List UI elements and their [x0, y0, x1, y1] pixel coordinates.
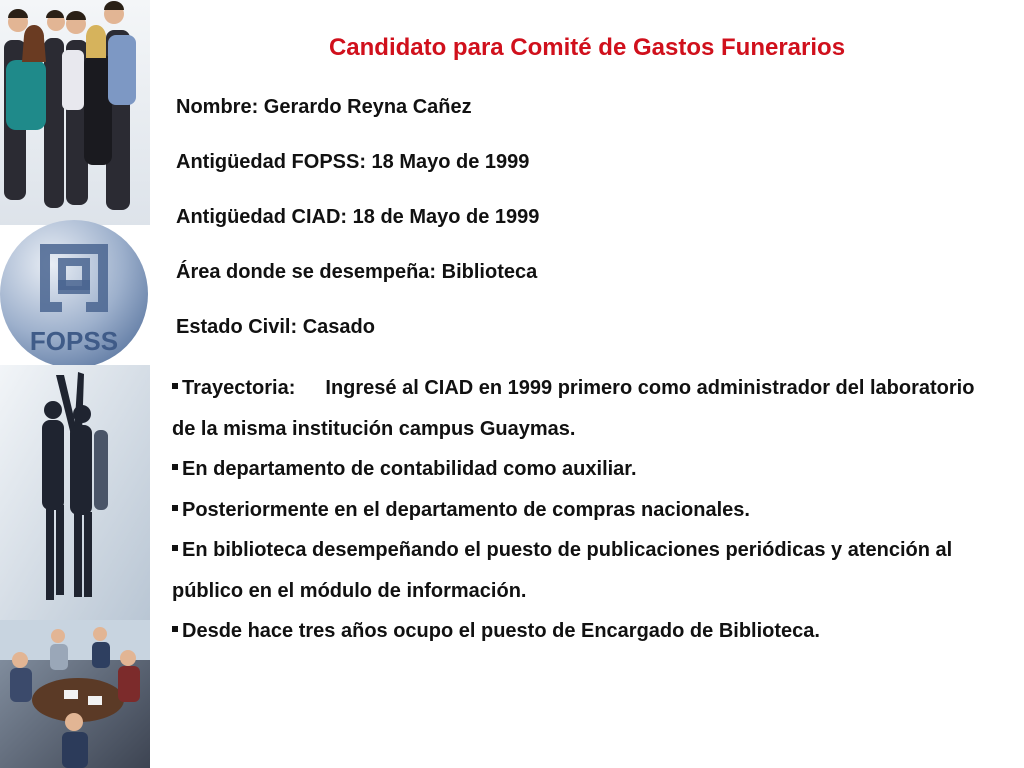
trajectory-list — [172, 368, 992, 652]
bullet-icon — [172, 626, 178, 632]
trajectory-text: Ingresé al CIAD en 1999 primero como administrador del laboratorio de la misma institución campus Guaymas. — [172, 377, 975, 440]
list-item — [172, 449, 992, 490]
teamwork-photo — [0, 365, 150, 620]
slide-title: Candidato para Comité de Gastos Funerarios — [328, 34, 846, 61]
bullet-icon — [172, 383, 178, 389]
meeting-photo — [0, 620, 150, 768]
bullet-icon — [172, 545, 178, 551]
list-item — [172, 611, 992, 652]
trajectory-label: Trayectoria: — [182, 377, 296, 399]
sidebar-photos — [0, 0, 150, 768]
business-team-photo — [0, 0, 150, 225]
logo-text: FOPSS — [29, 326, 119, 356]
bullet-text: En biblioteca desempeñando el puesto de publicaciones periódicas y atención al público en el módulo de información. — [172, 539, 953, 602]
bullet-icon — [172, 505, 178, 511]
bullet-text: En departamento de contabilidad como auxiliar. — [182, 458, 637, 480]
list-item — [172, 490, 992, 531]
list-item — [172, 530, 992, 611]
info-area: Área donde se desempeña: Biblioteca — [176, 261, 538, 283]
info-antiguedad-ciad: Antigüedad CIAD: 18 de Mayo de 1999 — [176, 206, 540, 228]
list-item — [172, 368, 992, 449]
bullet-text: Posteriormente en el departamento de compras nacionales. — [182, 498, 750, 521]
bullet-icon — [172, 464, 178, 470]
fopss-logo — [0, 220, 150, 368]
bullet-text: Desde hace tres años ocupo el puesto de Encargado de Biblioteca. — [182, 620, 820, 642]
info-nombre: Nombre: Gerardo Reyna Cañez — [176, 96, 472, 118]
info-estado-civil: Estado Civil: Casado — [176, 316, 375, 338]
info-antiguedad-fopss: Antigüedad FOPSS: 18 Mayo de 1999 — [176, 151, 530, 173]
